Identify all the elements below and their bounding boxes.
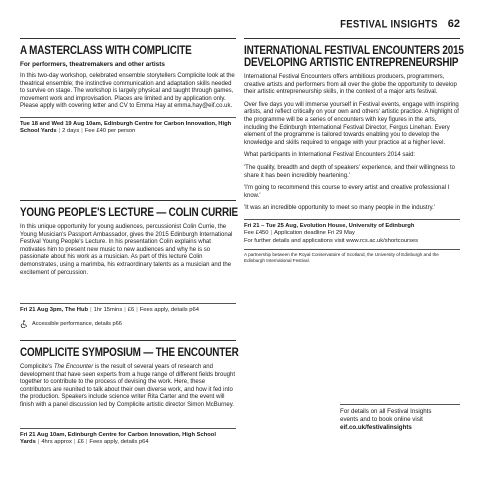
page-number: 62: [447, 18, 460, 30]
production-title: The Encounter: [53, 364, 94, 370]
masterclass-duration: 2 days: [62, 128, 80, 135]
lecture-fees: Fees apply, details p64: [139, 307, 199, 314]
left-column: [20, 38, 239, 445]
encounters-description: Over five days you will immerse yourself in Festival events, engage with inspiring artists, and reflect critically on your own and others' artistic practice. A highlight of the programme will be a series of encounters with key figures in the arts, including the Edinburgh International Festival Director, Fergus Linehan. Every element of the programme is tailored towards enabling you to develop the knowledge and skills required to engage with your practice at a higher level.: [244, 101, 459, 146]
encounters-title: INTERNATIONAL FESTIVAL ENCOUNTERS 2015: [244, 45, 464, 57]
footer-box: [340, 404, 460, 432]
right-column: [244, 38, 464, 431]
masterclass-body: In this two-day workshop, celebrated ensemble storytellers Complicite look at the theatrical ensemble; the instinctive communication and adaptation skills needed to survive on stage. The workshop is largely physical and taught through games, movement work and improvisation. Places are limited and by application only. Please apply with covering letter and CV to Emma Hay at emma.hay@eif.co.uk.: [20, 73, 235, 110]
lecture-body: In this unique opportunity for young audiences, percussionist Colin Currie, the Young Musician's Passport Ambassador, gives the 2015 Edinburgh International Festival Young People's Lecture. In his presentation Colin explains what motivates him to present new music to new audiences and why he is so passionate about his work as a musician. As part of this lecture Colin demonstrates, using a marimba, his extraordinary talents as a musician and the excitement of percussion.: [20, 224, 233, 276]
symposium-price: £6: [77, 438, 84, 445]
divider: [244, 38, 460, 39]
quote: 'I'm going to recommend this course to every artist and creative professional I know.': [244, 185, 450, 199]
lecture-section: [20, 200, 236, 328]
masterclass-subtitle: For performers, theatremakers and other artists: [20, 61, 165, 68]
section-title: FESTIVAL INSIGHTS: [340, 18, 438, 31]
divider: [20, 38, 236, 39]
encounters-subtitle: DEVELOPING ARTISTIC ENTREPRENEURSHIP: [244, 57, 459, 69]
encounters-section: [244, 38, 464, 263]
masterclass-info-bold: Tue 18 and Wed 19 Aug 10am, Edinburgh Centre for Carbon Innovation, High School Yards: [20, 120, 232, 135]
lecture-duration: 1hr 15mins: [93, 307, 123, 314]
encounters-participants: What participants in International Festival Encounters 2014 said:: [244, 152, 416, 159]
encounters-fee: Fee £450: [244, 230, 269, 237]
divider: [340, 404, 460, 405]
partnership-note: A partnership between the Royal Conservatoire of Scotland, the University of Edinburgh and the Edinburgh International Festival.: [244, 252, 439, 263]
access-text: Accessible performance, details p66: [32, 320, 122, 327]
divider: [20, 303, 236, 304]
divider: [20, 340, 236, 341]
encounters-intro: International Festival Encounters offers ambitious producers, programmers, creative artists and performers from all over the globe the opportunity to develop their artistic entrepreneurship skills, in the context of a major arts festival.: [244, 74, 457, 96]
festival-insights-link[interactable]: eif.co.uk/festivalinsights: [340, 424, 412, 431]
footer-note: For details on all Festival Insights events and to book online visit eif.co.uk/festivalinsights: [340, 408, 432, 431]
lecture-info: Fri 21 Aug 3pm, The Hub | 1hr 15mins | £6 | Fees apply, details p64: [20, 307, 199, 314]
symposium-title: COMPLICITE SYMPOSIUM — THE ENCOUNTER: [20, 347, 239, 359]
wheelchair-icon: [20, 320, 28, 328]
masterclass-section: [20, 38, 236, 136]
symposium-duration: 4hrs approx: [41, 438, 72, 445]
divider: [20, 428, 236, 429]
symposium-fees: Fees apply, details p64: [89, 438, 149, 445]
quote: 'The quality, breadth and depth of speakers' experience, and their willingness to share it has been incredibly heartening.': [244, 164, 455, 179]
encounters-info: Fri 21 – Tue 25 Aug, Evolution House, University of Edinburgh Fee £450 | Application deadline Fri 29 May For further details and applications visit www.rcs.ac.uk/shortcourses: [244, 222, 418, 244]
masterclass-info: Tue 18 and Wed 19 Aug 10am, Edinburgh Centre for Carbon Innovation, High School Yards | 2 days | Fee £40 per person: [20, 120, 232, 135]
access-row: [20, 320, 236, 328]
divider: [20, 117, 236, 118]
symposium-body: Complicite's The Encounter is the result of several years of research and development that have seen experts from a huge range of different fields brought together to contribute to the process of devising the work. Here, these contributors are reunited to talk about their own diverse work, and how it fed into the production. Speakers include science writer Rita Carter and the event will finish with a panel discussion led by Complicite artistic director Simon McBurney.: [20, 364, 236, 408]
masterclass-title: A MASTERCLASS WITH COMPLICITE: [20, 45, 192, 57]
lecture-title: YOUNG PEOPLE'S LECTURE — COLIN CURRIE: [20, 207, 238, 219]
lecture-price: £6: [127, 307, 135, 314]
divider: [244, 249, 460, 250]
encounters-link[interactable]: For further details and applications visit www.rcs.ac.uk/shortcourses: [244, 237, 418, 244]
quote: 'It was an incredible opportunity to meet so many people in the industry.': [244, 205, 435, 212]
symposium-section: [20, 340, 239, 446]
symposium-info-bold: Fri 21 Aug 10am, Edinburgh Centre for Carbon Innovation, High School Yards: [20, 431, 216, 445]
encounters-deadline: Application deadline Fri 29 May: [274, 230, 355, 237]
encounters-info-bold: Fri 21 – Tue 25 Aug, Evolution House, University of Edinburgh: [244, 222, 415, 229]
symposium-info: Fri 21 Aug 10am, Edinburgh Centre for Carbon Innovation, High School Yards | 4hrs approx | £6 | Fees apply, details p64: [20, 431, 216, 445]
divider: [244, 219, 460, 220]
masterclass-fee: Fee £40 per person: [84, 128, 136, 135]
lecture-info-bold: Fri 21 Aug 3pm, The Hub: [20, 307, 89, 314]
divider: [20, 200, 236, 201]
page-header: [340, 18, 460, 30]
